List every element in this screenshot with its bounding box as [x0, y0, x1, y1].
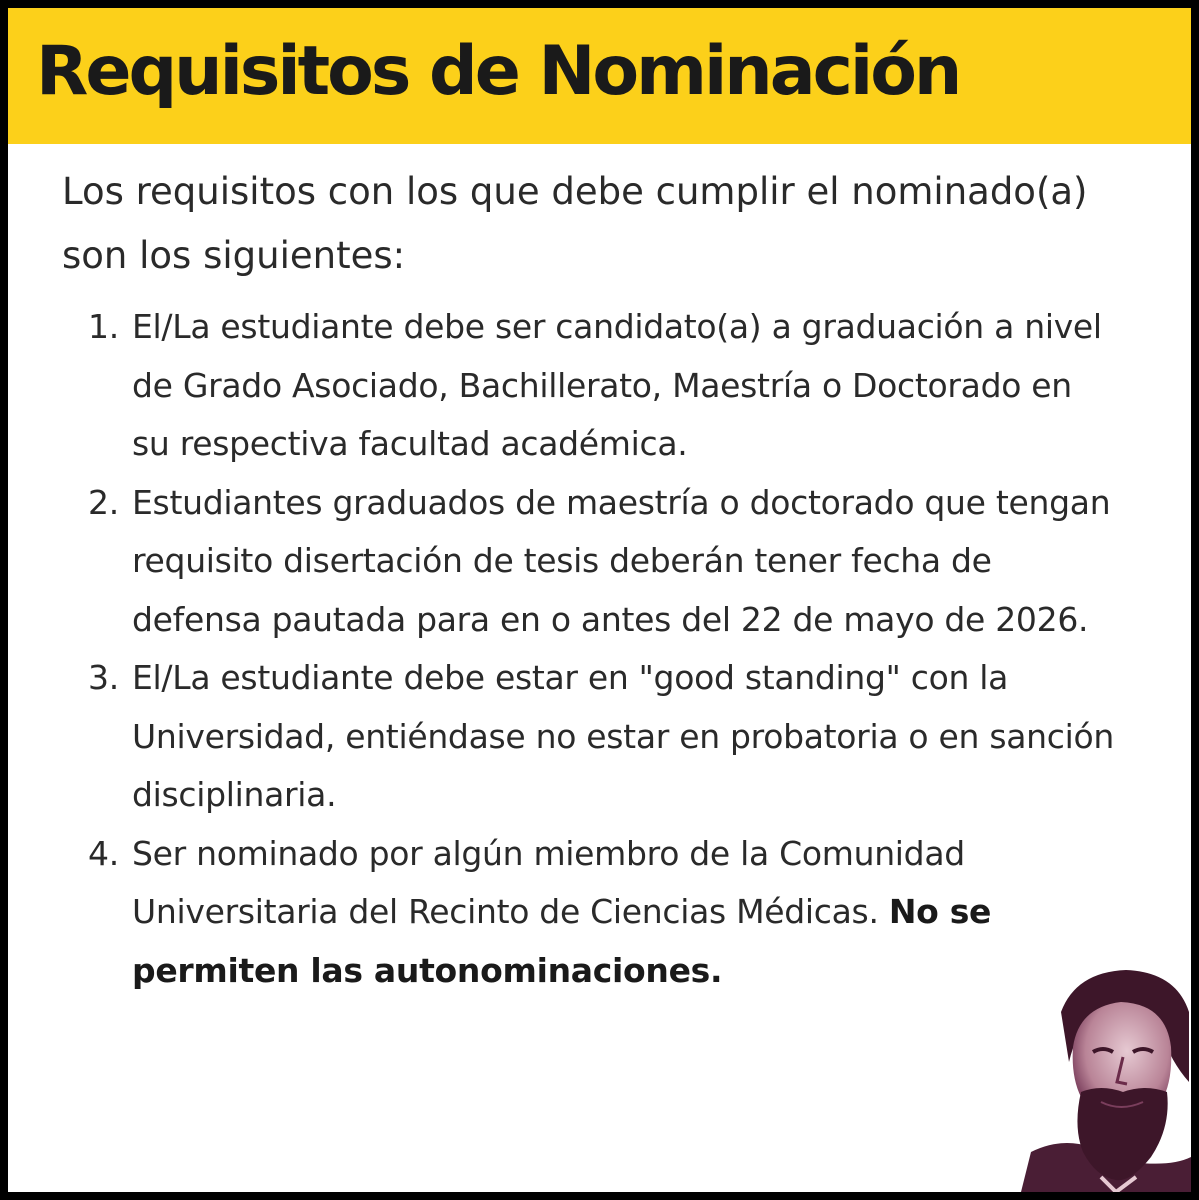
requirement-number: 1. — [88, 307, 119, 346]
requirement-item-1 — [88, 298, 1118, 474]
requirement-text: El/La estudiante debe estar en "good standing" con la Universidad, entiéndase no estar en probatoria o en sanción disciplinaria. — [132, 658, 1114, 814]
requirement-text: Ser nominado por algún miembro de la Comunidad Universitaria del Recinto de Ciencias Médicas. — [132, 833, 965, 931]
requirement-number: 3. — [88, 658, 119, 697]
requirements-list — [88, 298, 1118, 1000]
title-banner — [8, 8, 1191, 144]
requirement-text: El/La estudiante debe ser candidato(a) a graduación a nivel de Grado Asociado, Bachillerato, Maestría o Doctorado en su respectiva facultad académica. — [132, 307, 1102, 463]
requirement-item-2 — [88, 474, 1118, 650]
page-title: Requisitos de Nominación — [36, 32, 960, 111]
requirement-number: 2. — [88, 482, 119, 522]
intro-paragraph: Los requisitos con los que debe cumplir el nominado(a) son los siguientes: — [62, 170, 1088, 277]
nomination-card — [8, 8, 1191, 1192]
requirement-number: 4. — [88, 833, 119, 873]
portrait-illustration-icon — [1021, 952, 1191, 1192]
requirement-text: Estudiantes graduados de maestría o doctorado que tengan requisito disertación de tesis deberán tener fecha de defensa pautada para en o antes del 22 de mayo de 2026. — [132, 482, 1111, 639]
requirement-bold-text: No se permiten las autonominaciones. — [132, 892, 992, 990]
requirement-item-4 — [88, 825, 1118, 1001]
requirement-item-3 — [88, 649, 1118, 825]
